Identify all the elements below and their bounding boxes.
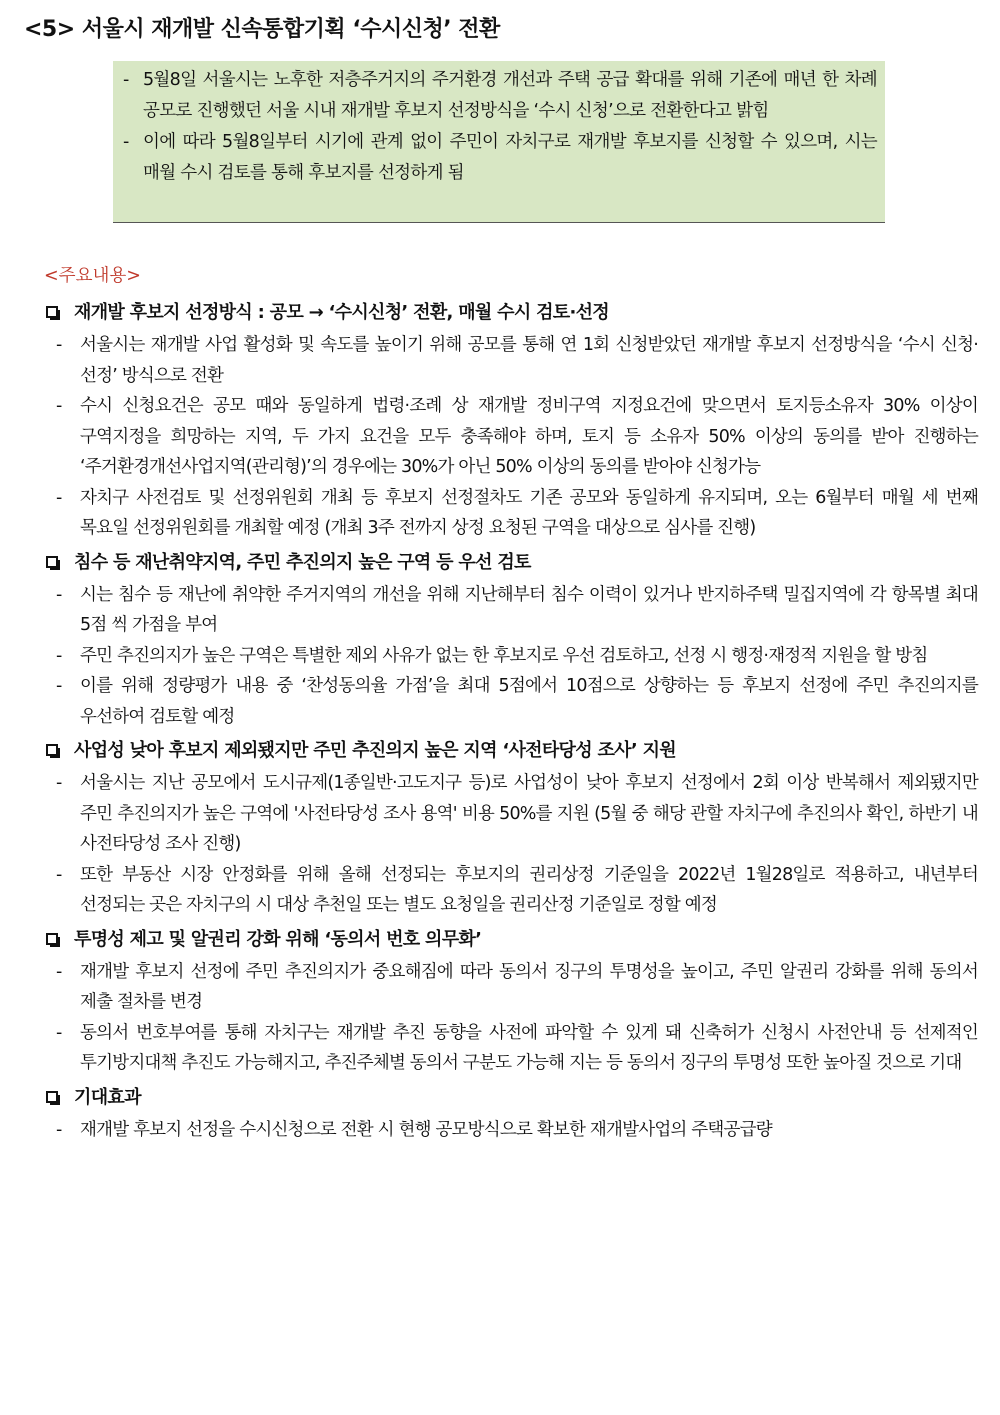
section-heading bbox=[44, 296, 978, 330]
summary-text: 이에 따라 5월8일부터 시기에 관계 없이 주민이 자치구로 재개발 후보지를 신청할 수 있으며, 시는 매월 수시 검토를 통해 후보지를 선정하게 됨 bbox=[143, 132, 877, 183]
dash-marker: - bbox=[56, 487, 62, 508]
bullet-text: 동의서 번호부여를 통해 자치구는 재개발 추진 동향을 사전에 파악할 수 있게 돼 신축허가 신청시 사전안내 등 선제적인 투기방지대책 추진도 가능해지고, 추진주체별 동의서 구분도 가능해 지는 등 동의서 징구의 투명성 또한 높아질 것으로 기대 bbox=[80, 1022, 978, 1073]
dash-marker: - bbox=[56, 396, 62, 416]
bullet-item bbox=[56, 580, 978, 641]
section-heading-text: 기대효과 bbox=[74, 1086, 141, 1108]
dash-marker: - bbox=[123, 132, 129, 152]
bullet-text: 재개발 후보지 선정을 수시신청으로 전환 시 현행 공모방식으로 확보한 재개발사업의 주택공급량 bbox=[80, 1119, 772, 1140]
bullet-item bbox=[56, 671, 978, 732]
checkbox-square-icon bbox=[46, 556, 58, 568]
section-priority-review bbox=[44, 546, 978, 733]
document-title: <5> 서울시 재개발 신속통합기획 ‘수시신청’ 전환 bbox=[24, 17, 500, 42]
bullet-text: 이를 위해 정량평가 내용 중 ‘찬성동의율 가점’을 최대 5점에서 10점으로 상향하는 등 후보지 선정에 주민 추진의지를 우선하여 검토할 예정 bbox=[80, 676, 978, 727]
bullet-item bbox=[56, 641, 978, 672]
summary-text: 5월8일 서울시는 노후한 저층주거지의 주거환경 개선과 주택 공급 확대를 위해 기존에 매년 한 차례 공모로 진행했던 서울 시내 재개발 후보지 선정방식을 ‘수시 신청’으로 전환한다고 밝힘 bbox=[143, 70, 877, 121]
section-feasibility-study bbox=[44, 734, 978, 921]
summary-item bbox=[123, 127, 877, 189]
section-heading-text: 사업성 낮아 후보지 제외됐지만 주민 추진의지 높은 지역 ‘사전타당성 조사’ 지원 bbox=[74, 740, 676, 761]
bullet-text: 또한 부동산 시장 안정화를 위해 올해 선정되는 후보지의 권리상정 기준일을 2022년 1월28일로 적용하고, 내년부터 선정되는 곳은 자치구의 시 대상 추천일 또는 별도 요청일을 권리산정 기준일로 정할 예정 bbox=[80, 864, 978, 915]
bullet-text: 재개발 후보지 선정에 주민 추진의지가 중요해짐에 따라 동의서 징구의 투명성을 높이고, 주민 알권리 강화를 위해 동의서 제출 절차를 변경 bbox=[80, 961, 978, 1012]
dash-marker: - bbox=[56, 1119, 62, 1140]
section-heading-text: 침수 등 재난취약지역, 주민 추진의지 높은 구역 등 우선 검토 bbox=[74, 551, 531, 573]
checkbox-square-icon bbox=[46, 1091, 58, 1103]
bullet-item bbox=[56, 330, 978, 391]
section-heading bbox=[44, 546, 978, 580]
dash-marker: - bbox=[56, 676, 62, 696]
section-heading bbox=[44, 923, 978, 957]
section-heading-text: 투명성 제고 및 알권리 강화 위해 ‘동의서 번호 의무화’ bbox=[74, 928, 482, 950]
bullet-text: 자치구 사전검토 및 선정위원회 개최 등 후보지 선정절차도 기존 공모와 동일하게 유지되며, 오는 6월부터 매월 세 번째 목요일 선정위원회를 개최할 예정 (개최 3주 전까지 상정 요청된 구역을 대상으로 심사를 진행) bbox=[80, 487, 978, 538]
section-expected-effects bbox=[44, 1081, 978, 1146]
bullet-item bbox=[56, 1018, 978, 1079]
main-content-label: <주요내용> bbox=[44, 266, 141, 286]
dash-marker: - bbox=[56, 335, 62, 355]
bullet-text: 서울시는 재개발 사업 활성화 및 속도를 높이기 위해 공모를 통해 연 1회 신청받았던 재개발 후보지 선정방식을 ‘수시 신청·선정’ 방식으로 전환 bbox=[80, 335, 978, 386]
dash-marker: - bbox=[56, 1022, 62, 1043]
checkbox-square-icon bbox=[46, 306, 58, 318]
bullet-item bbox=[56, 957, 978, 1018]
bullet-item bbox=[56, 1115, 978, 1146]
bullet-text: 주민 추진의지가 높은 구역은 특별한 제외 사유가 없는 한 후보지로 우선 검토하고, 선정 시 행정·재정적 지원을 할 방침 bbox=[80, 645, 928, 666]
checkbox-square-icon bbox=[46, 933, 58, 945]
section-heading bbox=[44, 734, 978, 768]
summary-box bbox=[113, 61, 885, 223]
main-content bbox=[44, 296, 978, 1147]
section-heading bbox=[44, 1081, 978, 1115]
dash-marker: - bbox=[56, 773, 62, 793]
bullet-text: 시는 침수 등 재난에 취약한 주거지역의 개선을 위해 지난해부터 침수 이력이 있거나 반지하주택 밀집지역에 각 항목별 최대 5점 씩 가점을 부여 bbox=[80, 584, 978, 635]
checkbox-square-icon bbox=[46, 744, 58, 756]
dash-marker: - bbox=[56, 645, 62, 666]
section-selection-method bbox=[44, 296, 978, 544]
bullet-item bbox=[56, 483, 978, 544]
section-consent-numbering bbox=[44, 923, 978, 1079]
section-heading-text: 재개발 후보지 선정방식 : 공모 → ‘수시신청’ 전환, 매월 수시 검토·선정 bbox=[74, 302, 609, 323]
bullet-text: 서울시는 지난 공모에서 도시규제(1종일반·고도지구 등)로 사업성이 낮아 후보지 선정에서 2회 이상 반복해서 제외됐지만 주민 추진의지가 높은 구역에 '사전타당성 조사 용역' 비용 50%를 지원 (5월 중 해당 관할 자치구에 추진의사 확인, 하반기 내 사전타당성 조사 진행) bbox=[80, 773, 978, 854]
bullet-item bbox=[56, 391, 978, 483]
dash-marker: - bbox=[56, 961, 62, 982]
dash-marker: - bbox=[56, 584, 62, 605]
bullet-item bbox=[56, 860, 978, 921]
dash-marker: - bbox=[123, 70, 129, 90]
bullet-item bbox=[56, 768, 978, 860]
dash-marker: - bbox=[56, 864, 62, 885]
bullet-text: 수시 신청요건은 공모 때와 동일하게 법령·조례 상 재개발 정비구역 지정요건에 맞으면서 토지등소유자 30% 이상이 구역지정을 희망하는 지역, 두 가지 요건을 모두 충족해야 하며, 토지 등 소유자 50% 이상의 동의를 받아 진행하는 ‘주거환경개선사업지역(관리형)’의 경우에는 30%가 아닌 50% 이상의 동의를 받아야 신청가능 bbox=[80, 396, 978, 477]
summary-item bbox=[123, 65, 877, 127]
